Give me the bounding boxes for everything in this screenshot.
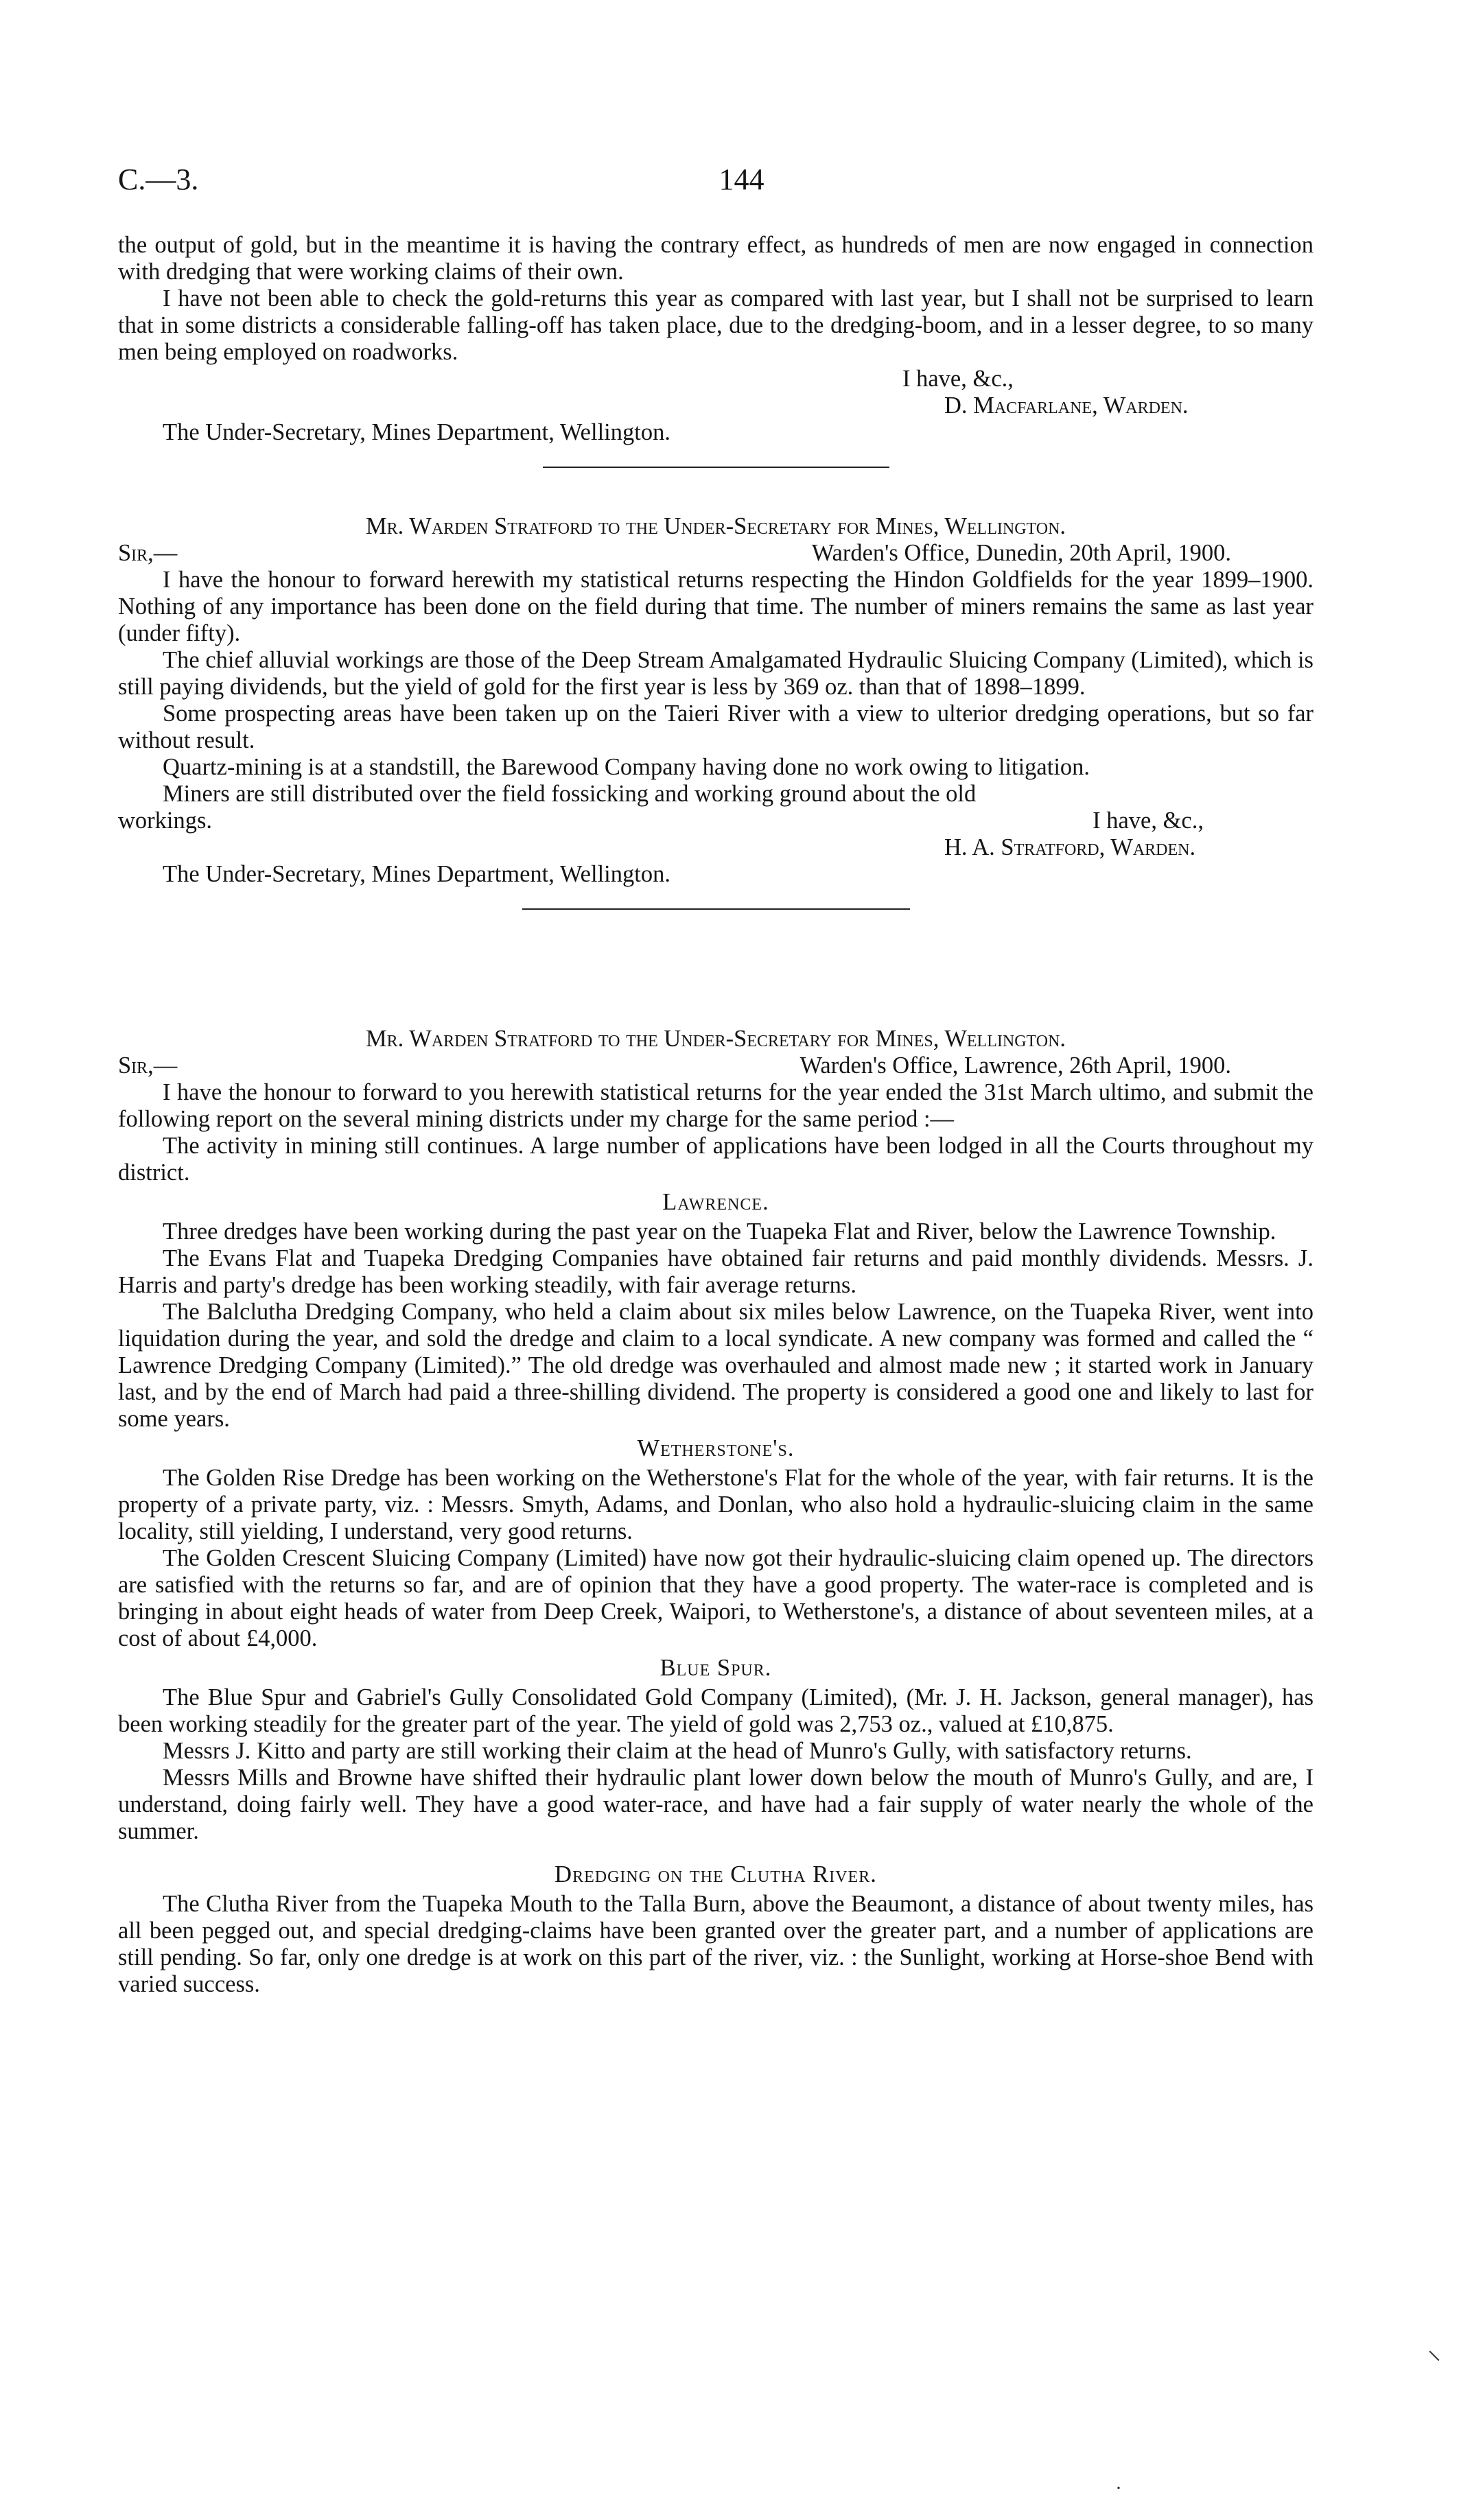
letter-heading: Mr. Warden Stratford to the Under-Secretary for Mines, Wellington. [365,1026,1066,1052]
paragraph: Messrs Mills and Browne have shifted their hydraulic plant lower down below the mouth of Munro's Gully, and are, I understand, doing fairly well. They have a good water-race, and have had a fair supply of water nearly the whole of the summer. [118,1765,1313,1844]
paragraph: I have the honour to forward to you herewith statistical returns for the year ended the 31st March ultimo, and submit the following report on the several mining districts under my charge for the same period :— [118,1079,1313,1132]
section-rule [543,467,889,468]
paragraph: the output of gold, but in the meantime it is having the contrary effect, as hundreds of men are now engaged in connection with dredging that were working claims of their own. [118,232,1313,285]
paragraph: The Evans Flat and Tuapeka Dredging Companies have obtained fair returns and paid monthly dividends. Messrs. J. Harris and party's dredge has been working steadily, with fair average returns. [118,1245,1313,1298]
closing: I have, &c., [1093,808,1204,834]
salutation-line [118,540,1313,567]
paragraph: The chief alluvial workings are those of the Deep Stream Amalgamated Hydraulic Sluicing Company (Limited), which is still paying dividends, but the yield of gold for the first year is less by 369 oz. than that of 1898–1899. [118,647,1313,700]
addressee: The Under-Secretary, Mines Department, Wellington. [163,419,670,445]
margin-mark-icon: ⸜ [1427,2334,1441,2365]
section-heading-wetherstones: Wetherstone's. [637,1435,795,1461]
paragraph: The activity in mining still continues. A large number of applications have been lodged in all the Courts throughout my district. [118,1133,1313,1186]
salutation: Sir,— [118,1052,178,1079]
letter-stratford-lawrence [118,1026,1313,1998]
paragraph: The Clutha River from the Tuapeka Mouth to the Talla Burn, above the Beaumont, a distance of about twenty miles, has all been pegged out, and special dredging-claims have been granted over the greater part, and a number of applications are still pending. So far, only one dredge is at work on this part of the river, viz. : the Sunlight, working at Horse-shoe Bend with varied success. [118,1891,1313,1997]
closing-line [118,808,1313,834]
paragraph: The Blue Spur and Gabriel's Gully Consolidated Gold Company (Limited), (Mr. J. H. Jackson, general manager), has been working steadily for the greater part of the year. The yield of gold was 2,753 oz., valued at £10,875. [118,1684,1313,1737]
paragraph: The Golden Crescent Sluicing Company (Limited) have now got their hydraulic-sluicing claim opened up. The directors are satisfied with the returns so far, and are of opinion that they have a good property. The water-race is completed and is bringing in about eight heads of water from Deep Creek, Waipori, to Wetherstone's, a distance of about seventeen miles, at a cost of about £4,000. [118,1545,1313,1651]
signature: D. Macfarlane, Warden. [944,392,1189,419]
paragraph: Messrs J. Kitto and party are still working their claim at the head of Munro's Gully, with satisfactory returns. [163,1738,1192,1764]
signature: H. A. Stratford, Warden. [944,834,1196,860]
salutation: Sir,— [118,540,178,566]
paragraph: I have the honour to forward herewith my statistical returns respecting the Hindon Goldfields for the year 1899–1900. Nothing of any importance has been done on the field during that time. The number of miners remains the same as last year (under fifty). [118,567,1313,646]
paragraph: The Balclutha Dredging Company, who held a claim about six miles below Lawrence, on the Tuapeka River, went into liquidation during the year, and sold the dredge and claim to a local syndicate. A new company was formed and called the “ Lawrence Dredging Company (Limited).” The old dredge was overhauled and almost made new ; it started work in January last, and by the end of March had paid a three-shilling dividend. The property is considered a good one and likely to last for some years. [118,1299,1313,1432]
salutation-line [118,1052,1313,1079]
place-date: Warden's Office, Lawrence, 26th April, 1900. [799,1052,1231,1079]
paragraph: Some prospecting areas have been taken up on the Taieri River with a view to ulterior dredging operations, but so far without result. [118,700,1313,753]
section-rule [522,908,910,910]
letter-stratford-dunedin [118,513,1313,910]
paragraph: The Golden Rise Dredge has been working on the Wetherstone's Flat for the whole of the year, with fair returns. It is the property of a private party, viz. : Messrs. Smyth, Adams, and Donlan, who also hold a hydraulic-sluicing claim in the same locality, still yielding, I understand, very good returns. [118,1465,1313,1544]
addressee: The Under-Secretary, Mines Department, Wellington. [163,861,670,887]
paragraph: Three dredges have been working during the past year on the Tuapeka Flat and River, below the Lawrence Township. [163,1218,1276,1245]
letter-macfarlane [118,232,1313,468]
page-number: 144 [719,163,764,196]
section-heading-clutha-river: Dredging on the Clutha River. [554,1861,877,1887]
speck-mark-icon: · [1115,2477,1122,2499]
paragraph: I have not been able to check the gold-returns this year as compared with last year, but I shall not be surprised to learn that in some districts a considerable falling-off has taken place, due to the dredging-boom, and in a lesser degree, to so many men being employed on roadworks. [118,285,1313,365]
paragraph: Quartz-mining is at a standstill, the Barewood Company having done no work owing to litigation. [163,754,1090,780]
paragraph: Miners are still distributed over the field fossicking and working ground about the old [163,781,977,807]
letter-heading: Mr. Warden Stratford to the Under-Secretary for Mines, Wellington. [365,513,1066,539]
last-word: workings. [118,808,213,834]
section-heading-blue-spur: Blue Spur. [659,1655,772,1681]
closing: I have, &c., [902,366,1014,392]
place-date: Warden's Office, Dunedin, 20th April, 1900. [811,540,1231,566]
section-heading-lawrence: Lawrence. [662,1189,769,1215]
parliamentary-paper-code: C.—3. [118,163,199,196]
